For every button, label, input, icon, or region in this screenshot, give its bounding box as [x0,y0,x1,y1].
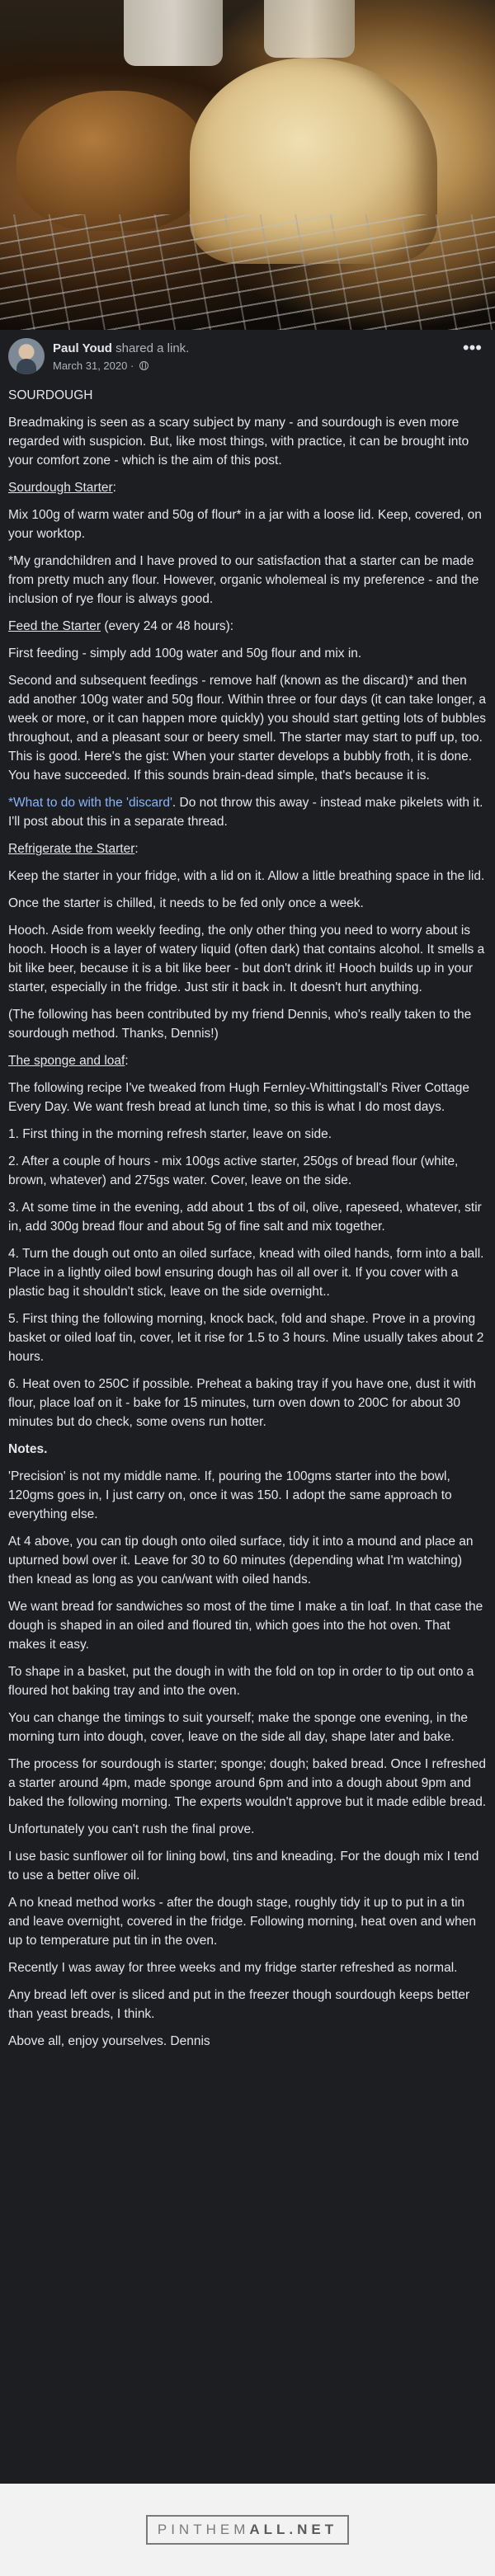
more-options-icon[interactable]: ••• [462,337,482,358]
notes-heading: Notes. [8,1442,48,1456]
dennis-note: (The following has been contributed by my friend Dennis, who's really taken to the sourdough method. Thanks, Dennis!) [8,1008,472,1041]
recipe-step: 6. Heat oven to 250C if possible. Preheat a baking tray if you have one, dust it with flour, place loaf on it - bake for 15 minutes, turn oven down to 200C for about 30 minutes but do check, some ovens run hotter. [8,1377,476,1429]
recipe-step: 2. After a couple of hours - mix 100gs active starter, 250gs of bread flour (white, brown, whatever) and 275gs water. Cover, leave on the side. [8,1154,459,1187]
note-paragraph: Any bread left over is sliced and put in the freezer though sourdough keeps better than yeast breads, I think. [8,1988,470,2021]
note-paragraph: 'Precision' is not my middle name. If, pouring the 100gms starter into the bowl, 120gms goes in, I just carry on, once it was 150. I adopt the same approach to everything else. [8,1469,452,1521]
note-paragraph: Unfortunately you can't rush the final prove. [8,1822,255,1836]
starter-heading: Sourdough Starter: [8,481,116,495]
note-paragraph: A no knead method works - after the dough stage, roughly tidy it up to put in a tin and leave overnight, covered in the fridge. Following morning, heat oven and when up to temperature put tin in the oven. [8,1896,476,1948]
brand-box [146,2515,349,2545]
post-header [8,338,487,378]
bread-photo[interactable] [0,0,495,330]
recipe-step: 4. Turn the dough out onto an oiled surface, knead with oiled hands, form into a ball. Place in a lightly oiled bowl ensuring dough has oil all over it. If you cover with a plastic bag it shouldn't stick, leave on the side overnight.. [8,1247,484,1299]
discard-paragraph [8,793,487,831]
sponge-heading: The sponge and loaf: [8,1054,129,1068]
starter-paragraph: Mix 100g of warm water and 50g of flour* in a jar with a loose lid. Keep, covered, on your worktop. [8,508,482,541]
fridge-paragraph: Once the starter is chilled, it needs to be fed only once a week. [8,896,364,910]
footer [0,2484,495,2576]
recipe-step: 5. First thing the following morning, knock back, fold and shape. Prove in a proving basket or oiled loaf tin, cover, let it rise for 1.5 to 3 hours. Mine usually takes about 2 hours. [8,1312,484,1364]
sponge-intro: The following recipe I've tweaked from Hugh Fernley-Whittingstall's River Cottage Every Day. We want fresh bread at lunch time, so this is what I do most days. [8,1081,469,1114]
note-paragraph: We want bread for sandwiches so most of the time I make a tin loaf. In that case the dough is shaped in an oiled and floured tin, which goes into the hot oven. That makes it easy. [8,1600,483,1652]
post-date-text[interactable]: March 31, 2020 · [53,360,137,372]
recipe-step: 1. First thing in the morning refresh starter, leave on side. [8,1127,332,1141]
sponge-heading-text: The sponge and loaf [8,1054,125,1068]
avatar[interactable] [8,338,45,374]
photo-cooling-rack [0,214,495,330]
recipe-step: 3. At some time in the evening, add about 1 tbs of oil, olive, rapeseed, whatever, stir in, add 300g bread flour and about 5g of fine salt and mix together. [8,1201,482,1234]
feed-paragraph: Second and subsequent feedings - remove half (known as the discard)* and then add another 100g water and 50g flour. Within three or four days (it can take longer, a week or more, or it can happen more quickly) you should start getting lots of bubbles throughout, and a pleasant sour or beery smell. The starter may start to puff up, too. This is good. Here's the gist: When your starter develops a bubbly froth, it is done. You have succeeded. If this sounds brain-dead simple, that's because it is. [8,674,487,783]
note-paragraph: The process for sourdough is starter; sponge; dough; baked bread. Once I refreshed a starter around 4pm, made sponge around 6pm and into a dough about 9pm and baked the following morning. The experts wouldn't approve but it made edible bread. [8,1757,487,1809]
post-date[interactable] [53,360,148,372]
discard-link[interactable]: *What to do with the 'discard' [8,796,172,810]
feed-heading [8,617,487,636]
fridge-heading: Refrigerate the Starter: [8,842,139,856]
photo-jar [264,0,355,58]
starter-heading-text: Sourdough Starter [8,481,113,495]
note-paragraph: At 4 above, you can tip dough onto oiled surface, tidy it into a mound and place an upturned bowl over it. Leave for 30 to 60 minutes (depending what I'm watching) then knead as long as you can/want with oiled hands. [8,1535,474,1586]
photo-jar [124,0,223,66]
feed-paragraph: First feeding - simply add 100g water and 50g flour and mix in. [8,646,362,660]
note-paragraph: Above all, enjoy yourselves. Dennis [8,2034,210,2048]
fridge-paragraph: Keep the starter in your fridge, with a lid on it. Allow a little breathing space in the lid. [8,869,485,883]
hooch-paragraph: Hooch. Aside from weekly feeding, the only other thing you need to worry about is hooch. Hooch is a layer of watery liquid (often dark) that contains alcohol. It smells a bit like beer, because it is a bit like beer - but don't drink it! Hooch builds up in your starter, especially in the fridge. Just stir it back in. It doesn't hurt anything. [8,924,485,994]
feed-heading-suffix: (every 24 or 48 hours): [101,619,234,633]
note-paragraph: To shape in a basket, put the dough in with the fold on top in order to tip out onto a floured hot baking tray and into the oven. [8,1665,474,1698]
intro-paragraph: Breadmaking is seen as a scary subject by many - and sourdough is even more regarded with suspicion. But, like most things, with practice, it can be brought into your comfort zone - which is the aim of this post. [8,416,469,468]
photo-loaf-crust [16,91,206,231]
feed-heading-text: Feed the Starter [8,619,101,633]
starter-note: *My grandchildren and I have proved to our satisfaction that a starter can be made from pretty much any flour. However, organic wholemeal is my preference - and the inclusion of rye flour is always good. [8,554,479,606]
author-name[interactable]: Paul Youd [53,341,112,355]
note-paragraph: You can change the timings to suit yourself; make the sponge one evening, in the morning turn into dough, cover, leave on the side all day, shape later and bake. [8,1711,468,1744]
post-card [0,330,495,2484]
note-paragraph: Recently I was away for three weeks and my fridge starter refreshed as normal. [8,1961,458,1975]
post-body [8,386,487,2059]
globe-icon [139,361,148,370]
brand-right: ALL.NET [249,2522,338,2537]
author-action: shared a link. [116,341,190,355]
fridge-heading-text: Refrigerate the Starter [8,842,135,856]
discard-text: . Do not throw this away - instead make pikelets with it. I'll post about this in a separate thread. [8,796,483,829]
note-paragraph: I use basic sunflower oil for lining bowl, tins and kneading. For the dough mix I tend to use a better olive oil. [8,1850,479,1883]
brand-left: PINTHEM [157,2522,250,2537]
brand-logo[interactable] [0,2515,495,2545]
author-line [53,341,189,355]
post-title: SOURDOUGH [8,388,93,402]
